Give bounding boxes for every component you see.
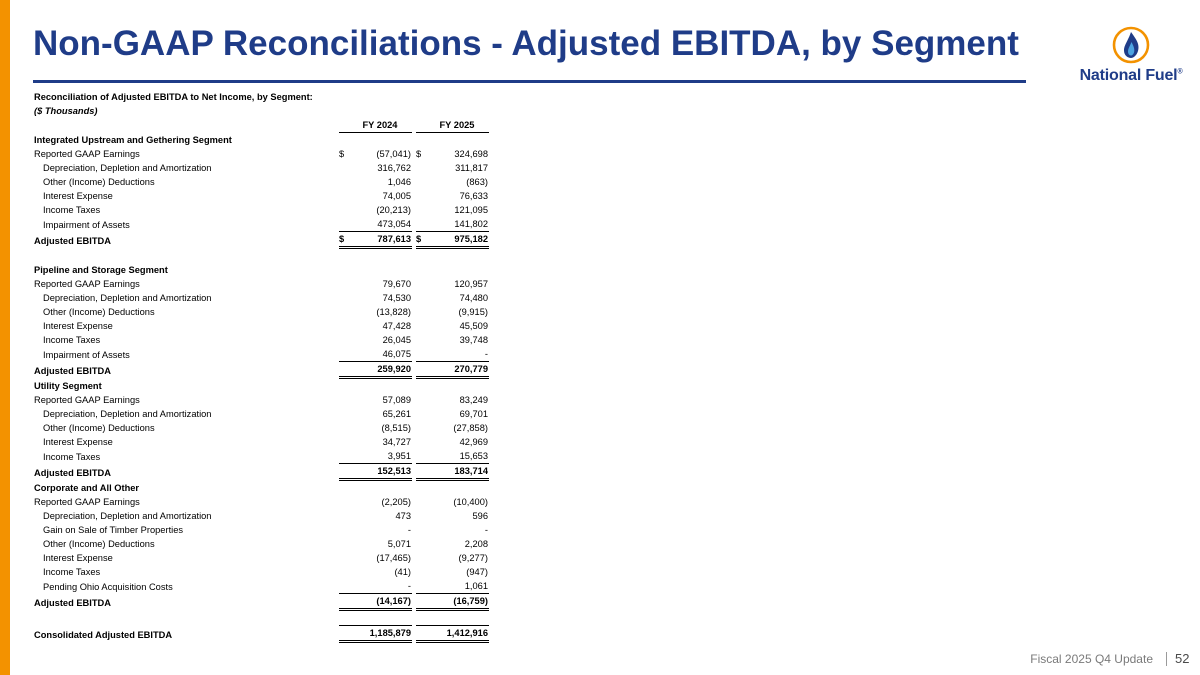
value-fy2025: (10,400) bbox=[453, 497, 488, 507]
value-fy2024: (57,041) bbox=[376, 149, 411, 159]
value-fy2025: 141,802 bbox=[454, 219, 488, 229]
table-row bbox=[34, 347, 489, 362]
dollar-sign bbox=[416, 407, 426, 421]
table-row bbox=[34, 291, 489, 305]
table-units: ($ Thousands) bbox=[34, 106, 98, 116]
value-fy2024: 473 bbox=[395, 511, 411, 521]
table-row bbox=[34, 565, 489, 579]
value-fy2025: (947) bbox=[466, 567, 488, 577]
dollar-sign: $ bbox=[416, 149, 422, 159]
dollar-sign bbox=[339, 421, 349, 435]
value-fy2025: 45,509 bbox=[459, 321, 488, 331]
table-row bbox=[34, 189, 489, 203]
dollar-sign bbox=[339, 277, 349, 291]
section-title: Integrated Upstream and Gethering Segment bbox=[34, 135, 232, 145]
row-label: Income Taxes bbox=[43, 205, 101, 215]
dollar-sign bbox=[416, 523, 426, 537]
table-row bbox=[34, 277, 489, 291]
dollar-sign bbox=[339, 551, 349, 565]
value-fy2024: 74,530 bbox=[382, 293, 411, 303]
value-fy2025: 324,698 bbox=[454, 149, 488, 159]
value-fy2024: 152,513 bbox=[349, 464, 412, 480]
value-fy2024: 787,613 bbox=[349, 232, 412, 248]
dollar-sign bbox=[416, 435, 426, 449]
value-fy2025: 69,701 bbox=[459, 409, 488, 419]
row-label: Reported GAAP Earnings bbox=[34, 497, 140, 507]
value-fy2025: 1,412,916 bbox=[426, 626, 489, 642]
value-fy2025: 596 bbox=[472, 511, 488, 521]
table-heading: Reconciliation of Adjusted EBITDA to Net Income, by Segment: bbox=[34, 92, 313, 102]
table-row bbox=[34, 161, 489, 175]
table-row bbox=[34, 449, 489, 464]
value-fy2024: (13,828) bbox=[376, 307, 411, 317]
dollar-sign bbox=[339, 362, 349, 378]
table-row bbox=[34, 509, 489, 523]
table-row bbox=[34, 523, 489, 537]
row-label: Reported GAAP Earnings bbox=[34, 279, 140, 289]
section-title: Utility Segment bbox=[34, 381, 102, 391]
row-label: Pending Ohio Acquisition Costs bbox=[43, 581, 173, 592]
dollar-sign bbox=[416, 305, 426, 319]
table-row bbox=[34, 217, 489, 232]
accent-bar bbox=[0, 0, 10, 675]
value-fy2025: (16,759) bbox=[426, 594, 489, 610]
value-fy2024: 46,075 bbox=[382, 349, 411, 359]
dollar-sign bbox=[416, 393, 426, 407]
dollar-sign bbox=[339, 579, 349, 594]
value-fy2025: - bbox=[484, 525, 488, 535]
dollar-sign bbox=[339, 509, 349, 523]
total-row bbox=[34, 232, 489, 248]
dollar-sign bbox=[339, 464, 349, 480]
value-fy2024: 65,261 bbox=[382, 409, 411, 419]
value-fy2024: (17,465) bbox=[376, 553, 411, 563]
row-label: Impairment of Assets bbox=[43, 219, 130, 230]
dollar-sign bbox=[339, 319, 349, 333]
total-row bbox=[34, 594, 489, 610]
value-fy2024: 316,762 bbox=[377, 163, 411, 173]
table-row bbox=[34, 579, 489, 594]
dollar-sign bbox=[339, 161, 349, 175]
footer-text: Fiscal 2025 Q4 Update bbox=[1030, 652, 1153, 666]
value-fy2025: 2,208 bbox=[464, 539, 488, 549]
table-row bbox=[34, 147, 489, 161]
dollar-sign bbox=[339, 333, 349, 347]
dollar-sign bbox=[416, 189, 426, 203]
row-label: Adjusted EBITDA bbox=[34, 235, 111, 246]
dollar-sign bbox=[416, 464, 426, 480]
value-fy2024: 473,054 bbox=[377, 219, 411, 229]
value-fy2025: (9,915) bbox=[458, 307, 488, 317]
row-label: Income Taxes bbox=[43, 335, 101, 345]
table-row bbox=[34, 319, 489, 333]
dollar-sign bbox=[416, 421, 426, 435]
row-label: Interest Expense bbox=[43, 191, 113, 201]
value-fy2025: 1,061 bbox=[464, 581, 488, 591]
row-label: Interest Expense bbox=[43, 437, 113, 447]
reconciliation-table bbox=[34, 90, 489, 643]
row-label: Gain on Sale of Timber Properties bbox=[43, 525, 184, 535]
dollar-sign bbox=[339, 393, 349, 407]
value-fy2024: (8,515) bbox=[381, 423, 411, 433]
table-row bbox=[34, 537, 489, 551]
slide-title: Non-GAAP Reconciliations - Adjusted EBITDA, by Segment bbox=[33, 24, 1019, 63]
row-label: Reported GAAP Earnings bbox=[34, 395, 140, 405]
row-label: Reported GAAP Earnings bbox=[34, 149, 140, 159]
dollar-sign bbox=[339, 626, 349, 642]
column-header-fy2025: FY 2025 bbox=[426, 118, 489, 133]
row-label: Other (Income) Deductions bbox=[43, 307, 155, 317]
value-fy2024: 1,185,879 bbox=[349, 626, 412, 642]
table-row bbox=[34, 305, 489, 319]
row-label: Adjusted EBITDA bbox=[34, 365, 111, 376]
company-logo bbox=[1074, 26, 1188, 88]
value-fy2024: 79,670 bbox=[382, 279, 411, 289]
dollar-sign bbox=[416, 495, 426, 509]
dollar-sign bbox=[339, 565, 349, 579]
dollar-sign bbox=[416, 449, 426, 464]
table-row bbox=[34, 393, 489, 407]
value-fy2025: 120,957 bbox=[454, 279, 488, 289]
spacer-row bbox=[34, 610, 489, 626]
value-fy2025: - bbox=[484, 349, 488, 359]
dollar-sign bbox=[416, 362, 426, 378]
dollar-sign bbox=[416, 579, 426, 594]
ebitda-table bbox=[34, 118, 489, 643]
dollar-sign bbox=[416, 333, 426, 347]
value-fy2024: 3,951 bbox=[387, 451, 411, 461]
row-label: Depreciation, Depletion and Amortization bbox=[43, 409, 212, 419]
value-fy2025: (863) bbox=[466, 177, 488, 187]
row-label: Depreciation, Depletion and Amortization bbox=[43, 511, 212, 521]
dollar-sign bbox=[416, 161, 426, 175]
row-label: Income Taxes bbox=[43, 567, 101, 577]
flame-logo-icon bbox=[1112, 26, 1150, 64]
row-label: Adjusted EBITDA bbox=[34, 597, 111, 608]
value-fy2024: - bbox=[407, 525, 411, 535]
table-row bbox=[34, 495, 489, 509]
value-fy2025: (9,277) bbox=[458, 553, 488, 563]
row-label: Depreciation, Depletion and Amortization bbox=[43, 163, 212, 173]
table-row bbox=[34, 551, 489, 565]
dollar-sign bbox=[416, 217, 426, 232]
section-title: Pipeline and Storage Segment bbox=[34, 265, 168, 275]
value-fy2024: 34,727 bbox=[382, 437, 411, 447]
logo-text: National Fuel® bbox=[1079, 67, 1183, 84]
dollar-sign bbox=[416, 565, 426, 579]
dollar-sign bbox=[339, 495, 349, 509]
value-fy2025: 270,779 bbox=[426, 362, 489, 378]
dollar-sign bbox=[416, 319, 426, 333]
value-fy2025: 121,095 bbox=[454, 205, 488, 215]
title-underline bbox=[33, 80, 1026, 83]
dollar-sign bbox=[339, 594, 349, 610]
dollar-sign: $ bbox=[416, 232, 426, 248]
dollar-sign bbox=[416, 347, 426, 362]
value-fy2025: (27,858) bbox=[453, 423, 488, 433]
value-fy2025: 42,969 bbox=[459, 437, 488, 447]
section-header-row bbox=[34, 378, 489, 394]
section-header-row bbox=[34, 480, 489, 496]
dollar-sign bbox=[339, 175, 349, 189]
dollar-sign bbox=[339, 449, 349, 464]
dollar-sign bbox=[416, 537, 426, 551]
dollar-sign bbox=[416, 203, 426, 217]
dollar-sign bbox=[339, 407, 349, 421]
column-header-row bbox=[34, 118, 489, 133]
row-label: Depreciation, Depletion and Amortization bbox=[43, 293, 212, 303]
total-row bbox=[34, 464, 489, 480]
value-fy2024: 74,005 bbox=[382, 191, 411, 201]
value-fy2025: 74,480 bbox=[459, 293, 488, 303]
dollar-sign bbox=[339, 347, 349, 362]
dollar-sign bbox=[339, 203, 349, 217]
table-row bbox=[34, 175, 489, 189]
value-fy2024: (41) bbox=[394, 567, 411, 577]
value-fy2025: 183,714 bbox=[426, 464, 489, 480]
dollar-sign bbox=[339, 305, 349, 319]
value-fy2024: 1,046 bbox=[387, 177, 411, 187]
dollar-sign bbox=[339, 217, 349, 232]
row-label: Impairment of Assets bbox=[43, 349, 130, 360]
value-fy2024: - bbox=[407, 581, 411, 591]
value-fy2025: 83,249 bbox=[459, 395, 488, 405]
dollar-sign bbox=[416, 175, 426, 189]
table-row bbox=[34, 421, 489, 435]
value-fy2024: 5,071 bbox=[387, 539, 411, 549]
total-row bbox=[34, 626, 489, 642]
value-fy2024: 26,045 bbox=[382, 335, 411, 345]
dollar-sign: $ bbox=[339, 232, 349, 248]
value-fy2025: 975,182 bbox=[426, 232, 489, 248]
column-header-fy2024: FY 2024 bbox=[349, 118, 412, 133]
table-row bbox=[34, 407, 489, 421]
value-fy2024: 259,920 bbox=[349, 362, 412, 378]
dollar-sign bbox=[416, 277, 426, 291]
table-row bbox=[34, 203, 489, 217]
total-row bbox=[34, 362, 489, 378]
dollar-sign bbox=[416, 551, 426, 565]
row-label: Other (Income) Deductions bbox=[43, 539, 155, 549]
table-row bbox=[34, 435, 489, 449]
value-fy2025: 15,653 bbox=[459, 451, 488, 461]
value-fy2024: (2,205) bbox=[381, 497, 411, 507]
dollar-sign bbox=[339, 189, 349, 203]
row-label: Interest Expense bbox=[43, 553, 113, 563]
dollar-sign bbox=[416, 594, 426, 610]
section-header-row bbox=[34, 263, 489, 277]
section-title: Corporate and All Other bbox=[34, 483, 140, 493]
dollar-sign bbox=[416, 509, 426, 523]
row-label: Consolidated Adjusted EBITDA bbox=[34, 629, 173, 640]
value-fy2025: 76,633 bbox=[459, 191, 488, 201]
value-fy2024: (20,213) bbox=[376, 205, 411, 215]
dollar-sign: $ bbox=[339, 149, 345, 159]
row-label: Adjusted EBITDA bbox=[34, 467, 111, 478]
dollar-sign bbox=[416, 291, 426, 305]
value-fy2024: 57,089 bbox=[382, 395, 411, 405]
value-fy2024: 47,428 bbox=[382, 321, 411, 331]
footer-separator bbox=[1166, 652, 1167, 666]
dollar-sign bbox=[339, 291, 349, 305]
row-label: Interest Expense bbox=[43, 321, 113, 331]
spacer-row bbox=[34, 248, 489, 264]
value-fy2025: 39,748 bbox=[459, 335, 488, 345]
dollar-sign bbox=[416, 626, 426, 642]
value-fy2025: 311,817 bbox=[455, 163, 488, 173]
table-row bbox=[34, 333, 489, 347]
row-label: Other (Income) Deductions bbox=[43, 177, 155, 187]
row-label: Other (Income) Deductions bbox=[43, 423, 155, 433]
dollar-sign bbox=[339, 435, 349, 449]
section-header-row bbox=[34, 133, 489, 148]
page-number: 52 bbox=[1175, 651, 1190, 666]
dollar-sign bbox=[339, 537, 349, 551]
row-label: Income Taxes bbox=[43, 451, 101, 462]
dollar-sign bbox=[339, 523, 349, 537]
value-fy2024: (14,167) bbox=[349, 594, 412, 610]
